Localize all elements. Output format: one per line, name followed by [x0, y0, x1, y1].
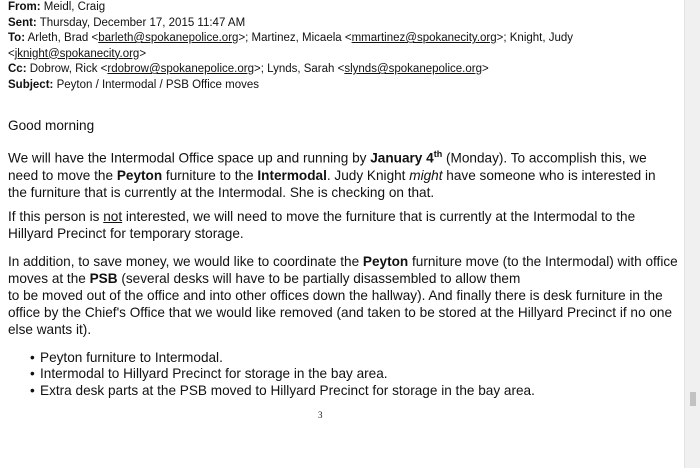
paragraph-coordinate-moves [8, 253, 678, 338]
para-text: . Judy Knight [326, 167, 410, 183]
list-item [8, 350, 535, 366]
bullet-icon: • [30, 366, 35, 382]
email-header [8, 0, 678, 93]
cc-label: Cc: [8, 63, 27, 75]
cc-recipient-email-link[interactable]: slynds@spokanepolice.org [344, 63, 482, 75]
to-recipient-name: Arleth, Brad [27, 32, 89, 44]
list-item [8, 383, 535, 399]
page-number: 3 [318, 410, 323, 420]
paragraph-temporary-storage [8, 208, 678, 242]
date-emphasis: January 4 [370, 150, 434, 166]
subject-label: Subject: [8, 78, 54, 91]
to-label: To: [8, 32, 26, 44]
para-text: furniture to the [162, 167, 258, 183]
para-text: to be moved out of the office and into other offices down the hallway). And finally there is desk furniture in the office by the Chief's Office that we would like removed (and taken to be stored at the Hillyard Precinct if no one else wants it). [8, 288, 673, 337]
not-emphasis: not [103, 209, 123, 224]
cc-recipient-email-link[interactable]: rdobrow@spokanepolice.org [107, 63, 254, 75]
vertical-scrollbar[interactable] [684, 0, 700, 468]
to-row-continued: <jknight@spokanecity.org> [8, 47, 147, 60]
para-text: We will have the Intermodal Office space up and running by [8, 150, 371, 166]
para-text: In addition, to save money, we would like to coordinate the [8, 254, 363, 269]
para-text: interested, we will need to move the furniture that is currently at the Intermodal to the Hillyard Precinct for temporary storage. [8, 209, 636, 241]
from-label: From: [8, 1, 41, 13]
para-text: have someone who is interested in the furniture that is currently at the Intermodal. She is checking on that. [8, 167, 656, 200]
paragraph-intermodal-ready [8, 146, 678, 201]
bullet-icon: • [30, 382, 35, 398]
to-recipient-name: Martinez, Micaela [251, 32, 342, 44]
sent-value: Thursday, December 17, 2015 11:47 AM [39, 16, 246, 29]
peyton-emphasis: Peyton [362, 254, 409, 269]
cc-recipient-name: Dobrow, Rick [29, 63, 98, 75]
cc-row: Cc: Dobrow, Rick <rdobrow@spokanepolice.org>; Lynds, Sarah <slynds@spokanepolice.org> [8, 63, 489, 75]
move-list [8, 350, 535, 399]
to-recipient-name: Knight, Judy [509, 32, 574, 44]
intermodal-emphasis: Intermodal [257, 167, 327, 183]
to-recipient-email-link[interactable]: jknight@spokanecity.org [14, 47, 140, 60]
para-text: (several desks will have to be partially disassembled to allow them [117, 271, 521, 286]
from-row [8, 0, 678, 16]
subject-row [8, 78, 678, 94]
ordinal-suffix: th [433, 149, 443, 159]
list-item-text: Intermodal to Hillyard Precinct for storage in the bay area. [40, 366, 388, 382]
sent-row [8, 16, 678, 32]
subject-value: Peyton / Intermodal / PSB Office moves [56, 78, 259, 91]
to-recipient-email-link[interactable]: barleth@spokanepolice.org [98, 32, 239, 44]
might-emphasis: might [409, 167, 443, 183]
to-recipient-email-link[interactable]: mmartinez@spokanecity.org [351, 32, 497, 44]
list-item [8, 366, 535, 382]
para-text: (Monday). To accomplish this, we need to move the [8, 150, 647, 183]
cc-recipient-name: Lynds, Sarah [267, 63, 335, 75]
greeting: Good morning [8, 118, 95, 133]
scrollbar-thumb[interactable] [690, 392, 696, 406]
psb-emphasis: PSB [89, 271, 118, 286]
from-value: Meidl, Craig [43, 1, 106, 13]
list-item-text: Extra desk parts at the PSB moved to Hillyard Precinct for storage in the bay area. [40, 382, 535, 398]
bullet-icon: • [30, 350, 35, 365]
para-text: If this person is [8, 209, 104, 224]
sent-label: Sent: [8, 16, 37, 29]
peyton-emphasis: Peyton [116, 167, 163, 183]
list-item-text: Peyton furniture to Intermodal. [40, 350, 223, 365]
to-row: To: Arleth, Brad <barleth@spokanepolice.org>; Martinez, Micaela <mmartinez@spokanecity.org>; Knight, Judy [8, 32, 574, 44]
para-text: furniture move (to the Intermodal) with office moves at the [8, 254, 678, 286]
